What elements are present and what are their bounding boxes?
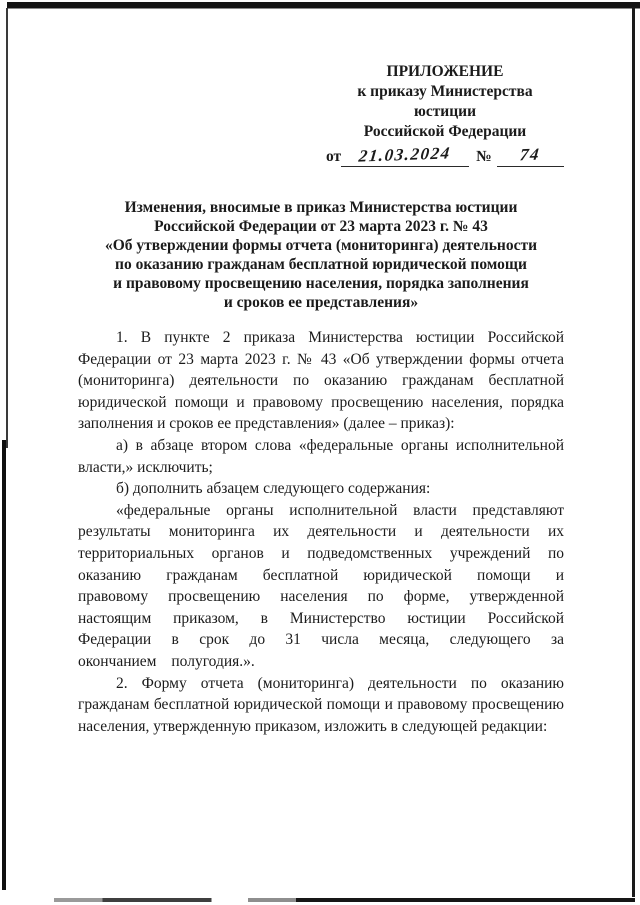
scan-edge-top	[7, 2, 640, 8]
handwritten-date: 21.03.2024	[358, 143, 453, 166]
paragraph-quote: «федеральные органы исполнительной власти представляют результаты мониторинга их деятельности и деятельности их территориальных органов и подведомственных учреждений по оказанию гражданам бесплатной юридической помощи и правовому просвещению населения по форме, утвержденной настоящим приказом, в Министерство юстиции Российской Федерации в срок до 31 числа месяца, следующего за окончанием полугодия.».	[78, 501, 564, 670]
document-title	[78, 198, 564, 312]
paragraph-2: 2. Форму отчета (мониторинга) деятельности по оказанию гражданам бесплатной юридической помощи и правовому просвещению населения, утвержденную приказом, изложить в следующей редакции:	[78, 674, 564, 735]
date-prefix: от	[326, 148, 342, 165]
number-sign: №	[476, 148, 492, 165]
annex-order-reference: к приказу Министерства юстиции	[357, 83, 533, 120]
annex-date-line	[326, 145, 564, 167]
paragraph-1: 1. В пункте 2 приказа Министерства юстиции Российской Федерации от 23 марта 2023 г. № 43 «Об утверждении формы отчета (мониторинга) деятельности по оказанию гражданам бесплатной юридической помощи и правовому просвещению населения, порядка заполнения и сроков ее представления» (далее – приказ):	[78, 329, 564, 433]
scan-edge-left	[6, 8, 8, 448]
handwritten-number: 74	[519, 144, 542, 165]
title-line: и сроков ее представления»	[223, 294, 419, 311]
title-line: Изменения, вносимые в приказ Министерства юстиции	[124, 199, 518, 216]
scan-edge-right	[632, 7, 635, 897]
annex-authority: Российской Федерации	[363, 123, 527, 140]
scan-edge-left-lower	[2, 440, 6, 890]
title-line: Российской Федерации от 23 марта 2023 г. № 43	[154, 218, 488, 235]
number-underline	[497, 145, 564, 167]
scan-edge-bottom	[30, 898, 635, 902]
date-underline	[341, 145, 469, 167]
title-line: и правовому просвещению населения, порядка заполнения	[113, 275, 529, 292]
annex-header	[326, 62, 564, 167]
paragraph-1b: б) дополнить абзацем следующего содержания:	[116, 480, 431, 498]
page-content	[78, 62, 564, 737]
title-line: «Об утверждении формы отчета (мониторинга) деятельности	[104, 237, 538, 254]
document-body	[78, 327, 564, 737]
paragraph-1a: а) в абзаце втором слова «федеральные органы исполнительной власти,» исключить;	[78, 436, 564, 476]
title-line: по оказанию гражданам бесплатной юридической помощи	[115, 256, 527, 273]
annex-label: ПРИЛОЖЕНИЕ	[386, 63, 504, 80]
